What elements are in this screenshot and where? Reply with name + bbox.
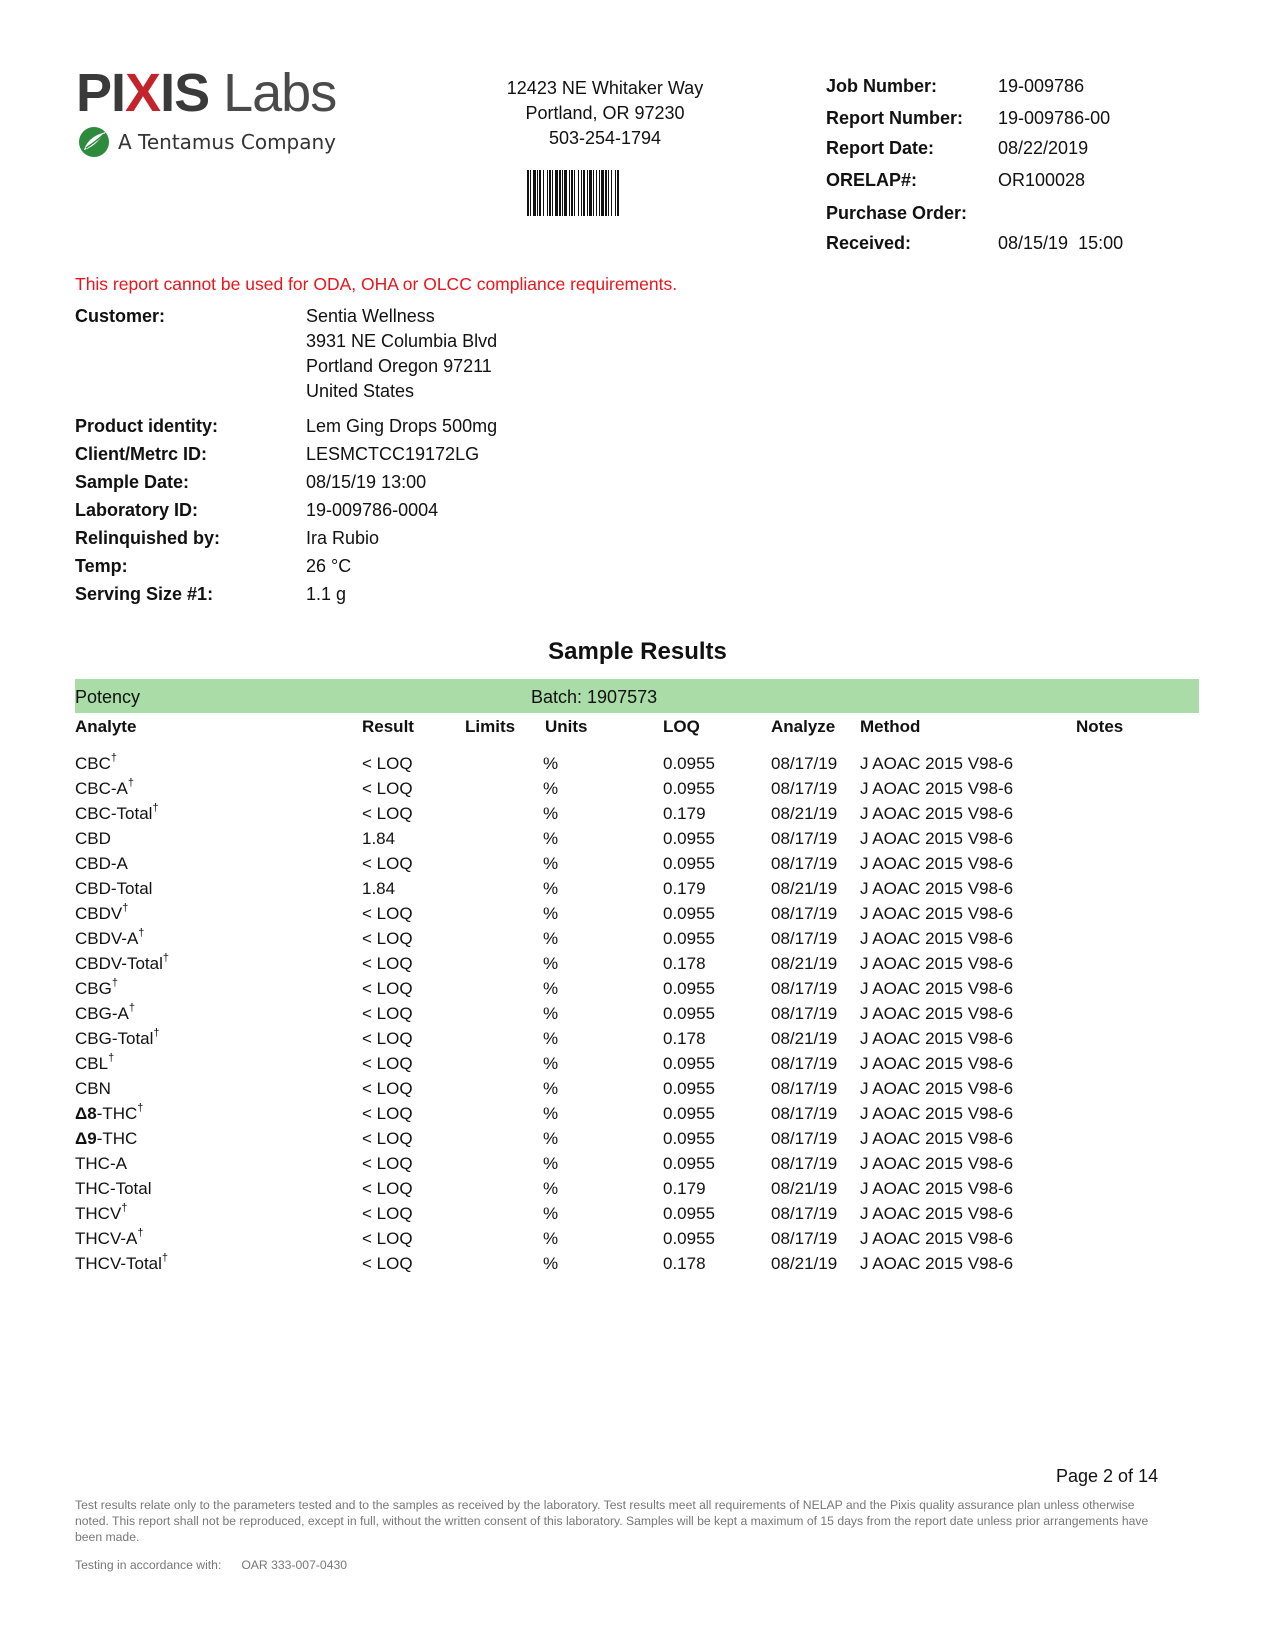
section-label: Potency: [75, 687, 141, 707]
analyte-name: THCV-A: [75, 1229, 138, 1248]
analyze-cell: 08/17/19: [771, 1229, 838, 1248]
report-number-value: 19-009786-00: [998, 108, 1111, 128]
units-cell: %: [543, 954, 559, 973]
barcode-bar: [552, 170, 553, 216]
customer-city: Portland Oregon 97211: [306, 356, 492, 376]
analyte-prefix: Δ8: [75, 1104, 97, 1123]
barcode-bar: [537, 170, 538, 216]
page-number: Page 2 of 14: [1056, 1466, 1159, 1486]
job-number-label: Job Number:: [826, 76, 938, 96]
dagger-mark: †: [152, 802, 159, 814]
analyze-cell: 08/21/19: [771, 1179, 838, 1198]
analyte-name: CBC-Total: [75, 804, 153, 823]
method-cell: J AOAC 2015 V98-6: [860, 1079, 1014, 1098]
header-analyze: Analyze: [771, 717, 836, 736]
analyte-name: CBD-Total: [75, 879, 153, 898]
method-cell: J AOAC 2015 V98-6: [860, 904, 1014, 923]
loq-cell: 0.178: [663, 954, 706, 973]
analyte-name: CBD-A: [75, 854, 128, 873]
table-row: [0, 929, 1275, 954]
analyte-name: CBG-A: [75, 1004, 129, 1023]
analyte-cell: [75, 1129, 137, 1149]
barcode-bar: [539, 170, 541, 216]
table-row: [0, 754, 1275, 779]
units-cell: %: [543, 1029, 559, 1048]
analyte-name: -THC: [96, 1104, 138, 1123]
result-cell: < LOQ: [362, 1004, 413, 1023]
table-row: [0, 1179, 1275, 1204]
barcode-bar: [569, 170, 570, 216]
client-metrc-id-label: Client/Metrc ID:: [75, 444, 208, 464]
temp-value: 26 °C: [306, 556, 352, 576]
units-cell: %: [543, 1004, 559, 1023]
header-loq: LOQ: [663, 717, 700, 736]
units-cell: %: [543, 879, 559, 898]
result-cell: < LOQ: [362, 929, 413, 948]
analyte-name: CBD: [75, 829, 111, 848]
batch-label: Batch: 1907573: [531, 687, 658, 707]
analyze-cell: 08/17/19: [771, 1204, 838, 1223]
loq-cell: 0.179: [663, 879, 706, 898]
barcode-bar: [611, 170, 612, 216]
barcode-bar: [555, 170, 558, 216]
units-cell: %: [543, 779, 559, 798]
analyte-name: CBL: [75, 1054, 109, 1073]
units-cell: %: [543, 929, 559, 948]
method-cell: J AOAC 2015 V98-6: [860, 1179, 1014, 1198]
analyte-cell: [75, 1079, 111, 1099]
result-cell: < LOQ: [362, 1104, 413, 1123]
analyze-cell: 08/17/19: [771, 1129, 838, 1148]
barcode-bar: [533, 170, 536, 216]
purchase-order-label: Purchase Order:: [826, 203, 968, 223]
report-date-label: Report Date:: [826, 138, 935, 158]
barcode-bar: [608, 170, 609, 216]
customer-name: Sentia Wellness: [306, 306, 435, 326]
analyte-name: CBDV-Total: [75, 954, 163, 973]
analyze-cell: 08/21/19: [771, 1254, 838, 1273]
units-cell: %: [543, 754, 559, 773]
method-cell: J AOAC 2015 V98-6: [860, 829, 1014, 848]
units-cell: %: [543, 804, 559, 823]
method-cell: J AOAC 2015 V98-6: [860, 1104, 1014, 1123]
analyte-name: CBG: [75, 979, 112, 998]
loq-cell: 0.0955: [663, 829, 715, 848]
dagger-mark: †: [108, 1052, 115, 1064]
table-row: [0, 954, 1275, 979]
units-cell: %: [543, 904, 559, 923]
analyte-cell: [75, 779, 134, 799]
orelap-value: OR100028: [998, 170, 1086, 190]
customer-country: United States: [306, 381, 415, 401]
method-cell: J AOAC 2015 V98-6: [860, 754, 1014, 773]
customer-street: 3931 NE Columbia Blvd: [306, 331, 498, 351]
loq-cell: 0.0955: [663, 1054, 715, 1073]
method-cell: J AOAC 2015 V98-6: [860, 779, 1014, 798]
product-identity-label: Product identity:: [75, 416, 218, 436]
loq-cell: 0.179: [663, 804, 706, 823]
barcode: [527, 170, 671, 216]
loq-cell: 0.0955: [663, 1004, 715, 1023]
analyte-cell: [75, 1179, 152, 1199]
barcode-bar: [615, 170, 616, 216]
orelap-label: ORELAP#:: [826, 170, 918, 190]
loq-cell: 0.0955: [663, 979, 715, 998]
laboratory-id-value: 19-009786-0004: [306, 500, 439, 520]
method-cell: J AOAC 2015 V98-6: [860, 854, 1014, 873]
result-cell: < LOQ: [362, 779, 413, 798]
loq-cell: 0.0955: [663, 1229, 715, 1248]
units-cell: %: [543, 1129, 559, 1148]
loq-cell: 0.0955: [663, 904, 715, 923]
table-row: [0, 1154, 1275, 1179]
method-cell: J AOAC 2015 V98-6: [860, 879, 1014, 898]
tentamus-leaf-icon: [76, 124, 112, 160]
header-units: Units: [545, 717, 588, 736]
dagger-mark: †: [162, 952, 169, 964]
loq-cell: 0.0955: [663, 854, 715, 873]
table-row: [0, 1104, 1275, 1129]
analyte-cell: [75, 929, 144, 949]
loq-cell: 0.0955: [663, 754, 715, 773]
analyte-cell: [75, 1229, 143, 1249]
serving-size-value: 1.1 g: [306, 584, 347, 604]
method-cell: J AOAC 2015 V98-6: [860, 954, 1014, 973]
testing-accordance: [75, 1558, 347, 1572]
analyte-cell: [75, 829, 111, 849]
header-method: Method: [860, 717, 921, 736]
result-cell: < LOQ: [362, 904, 413, 923]
result-cell: < LOQ: [362, 979, 413, 998]
analyte-cell: [75, 1204, 127, 1224]
laboratory-id-label: Laboratory ID:: [75, 500, 199, 520]
analyte-name: CBG-Total: [75, 1029, 154, 1048]
table-row: [0, 1079, 1275, 1104]
units-cell: %: [543, 1229, 559, 1248]
loq-cell: 0.0955: [663, 1204, 715, 1223]
analyze-cell: 08/17/19: [771, 1104, 838, 1123]
table-row: [0, 854, 1275, 879]
units-cell: %: [543, 1254, 559, 1273]
table-row: [0, 1229, 1275, 1254]
received-value: 08/15/19 15:00: [998, 233, 1124, 253]
method-cell: J AOAC 2015 V98-6: [860, 1004, 1014, 1023]
loq-cell: 0.178: [663, 1254, 706, 1273]
compliance-warning: This report cannot be used for ODA, OHA or OLCC compliance requirements.: [75, 274, 678, 294]
address-phone: 503-254-1794: [548, 128, 662, 148]
result-cell: < LOQ: [362, 954, 413, 973]
barcode-bar: [527, 170, 529, 216]
analyze-cell: 08/17/19: [771, 1079, 838, 1098]
result-cell: < LOQ: [362, 1254, 413, 1273]
potency-band: [75, 679, 1199, 713]
analyze-cell: 08/17/19: [771, 904, 838, 923]
method-cell: J AOAC 2015 V98-6: [860, 1204, 1014, 1223]
loq-cell: 0.0955: [663, 1129, 715, 1148]
units-cell: %: [543, 1104, 559, 1123]
analyte-name: CBN: [75, 1079, 111, 1098]
analyte-cell: [75, 1054, 114, 1074]
barcode-bar: [574, 170, 575, 216]
product-identity-value: Lem Ging Drops 500mg: [306, 416, 498, 436]
header-result: Result: [362, 717, 414, 736]
loq-cell: 0.0955: [663, 1154, 715, 1173]
units-cell: %: [543, 1079, 559, 1098]
analyze-cell: 08/21/19: [771, 1029, 838, 1048]
dagger-mark: †: [122, 902, 129, 914]
analyte-cell: [75, 1254, 168, 1274]
barcode-bar: [593, 170, 594, 216]
analyte-cell: [75, 754, 117, 774]
relinquished-by-value: Ira Rubio: [306, 528, 380, 548]
lab-address: [460, 76, 750, 151]
analyze-cell: 08/17/19: [771, 854, 838, 873]
analyte-cell: [75, 1029, 160, 1049]
analyte-cell: [75, 1004, 135, 1024]
analyte-name: CBDV: [75, 904, 123, 923]
result-cell: 1.84: [362, 879, 396, 898]
analyte-cell: [75, 804, 159, 824]
units-cell: %: [543, 1154, 559, 1173]
units-cell: %: [543, 1204, 559, 1223]
dagger-mark: †: [121, 1202, 128, 1214]
analyte-name: THC-A: [75, 1154, 127, 1173]
result-cell: < LOQ: [362, 1229, 413, 1248]
barcode-bar: [559, 170, 561, 216]
received-label: Received:: [826, 233, 912, 253]
barcode-bar: [547, 170, 548, 216]
result-cell: < LOQ: [362, 1204, 413, 1223]
barcode-bar: [530, 170, 531, 216]
analyte-cell: [75, 904, 128, 924]
units-cell: %: [543, 854, 559, 873]
result-cell: < LOQ: [362, 1154, 413, 1173]
serving-size-label: Serving Size #1:: [75, 584, 214, 604]
dagger-mark: †: [161, 1252, 169, 1264]
logo-wordmark: PIXIS Labs: [76, 63, 337, 123]
table-row: [0, 1054, 1275, 1079]
units-cell: %: [543, 1054, 559, 1073]
result-cell: < LOQ: [362, 754, 413, 773]
barcode-bar: [599, 170, 600, 216]
units-cell: %: [543, 1179, 559, 1198]
analyze-cell: 08/17/19: [771, 829, 838, 848]
results-table-body: [0, 754, 1275, 1279]
relinquished-by-label: Relinquished by:: [75, 528, 221, 548]
analyze-cell: 08/17/19: [771, 754, 838, 773]
dagger-mark: †: [153, 1027, 160, 1039]
analyte-name: CBC: [75, 754, 111, 773]
analyte-name: -THC: [96, 1129, 138, 1148]
barcode-bar: [587, 170, 588, 216]
table-row: [0, 979, 1275, 1004]
table-row: [0, 879, 1275, 904]
dagger-mark: †: [137, 1227, 144, 1239]
barcode-bar: [543, 170, 544, 216]
table-row: [0, 779, 1275, 804]
result-cell: < LOQ: [362, 804, 413, 823]
analyze-cell: 08/17/19: [771, 1004, 838, 1023]
barcode-bar: [605, 170, 607, 216]
method-cell: J AOAC 2015 V98-6: [860, 979, 1014, 998]
barcode-bar: [601, 170, 604, 216]
testing-value: OAR 333-007-0430: [241, 1558, 348, 1572]
result-cell: < LOQ: [362, 1179, 413, 1198]
analyte-name: CBDV-A: [75, 929, 139, 948]
table-row: [0, 1129, 1275, 1154]
analyze-cell: 08/17/19: [771, 779, 838, 798]
barcode-bar: [596, 170, 597, 216]
testing-label: Testing in accordance with:: [75, 1558, 222, 1572]
sample-date-value: 08/15/19 13:00: [306, 472, 427, 492]
barcode-bar: [564, 170, 567, 216]
method-cell: J AOAC 2015 V98-6: [860, 929, 1014, 948]
method-cell: J AOAC 2015 V98-6: [860, 1129, 1014, 1148]
logo-tagline: A Tentamus Company: [118, 130, 337, 154]
method-cell: J AOAC 2015 V98-6: [860, 804, 1014, 823]
analyte-cell: [75, 879, 152, 899]
analyte-name: CBC-A: [75, 779, 128, 798]
barcode-bar: [571, 170, 573, 216]
result-cell: < LOQ: [362, 1129, 413, 1148]
analyte-name: THCV-Total: [75, 1254, 162, 1273]
dagger-mark: †: [138, 927, 145, 939]
result-cell: < LOQ: [362, 854, 413, 873]
temp-label: Temp:: [75, 556, 128, 576]
method-cell: J AOAC 2015 V98-6: [860, 1029, 1014, 1048]
header-notes: Notes: [1076, 717, 1124, 736]
analyze-cell: 08/17/19: [771, 1154, 838, 1173]
barcode-bar: [549, 170, 551, 216]
result-cell: 1.84: [362, 829, 396, 848]
barcode-bar: [581, 170, 582, 216]
table-row: [0, 1204, 1275, 1229]
report-date-value: 08/22/2019: [998, 138, 1089, 158]
table-row: [0, 1029, 1275, 1054]
report-number-label: Report Number:: [826, 108, 964, 128]
loq-cell: 0.0955: [663, 779, 715, 798]
analyze-cell: 08/17/19: [771, 979, 838, 998]
analyte-cell: [75, 1154, 127, 1174]
customer-label: Customer:: [75, 306, 166, 326]
table-row: [0, 829, 1275, 854]
dagger-mark: †: [127, 777, 135, 789]
table-row: [0, 1254, 1275, 1279]
table-row: [0, 904, 1275, 929]
job-number-value: 19-009786: [998, 76, 1085, 96]
header-analyte: Analyte: [75, 717, 137, 736]
loq-cell: 0.178: [663, 1029, 706, 1048]
header-limits: Limits: [465, 717, 516, 736]
analyte-name: THCV: [75, 1204, 122, 1223]
loq-cell: 0.0955: [663, 1079, 715, 1098]
dagger-mark: †: [128, 1002, 135, 1014]
table-row: [0, 1004, 1275, 1029]
analyze-cell: 08/21/19: [771, 804, 838, 823]
dagger-mark: †: [111, 977, 118, 989]
address-street: 12423 NE Whitaker Way: [506, 78, 704, 98]
analyte-cell: [75, 979, 118, 999]
analyte-cell: [75, 1104, 143, 1124]
dagger-mark: †: [110, 752, 118, 764]
method-cell: J AOAC 2015 V98-6: [860, 1254, 1014, 1273]
company-logo: [76, 63, 376, 166]
analyte-cell: [75, 954, 169, 974]
barcode-bar: [562, 170, 563, 216]
units-cell: %: [543, 829, 559, 848]
analyze-cell: 08/21/19: [771, 879, 838, 898]
analyze-cell: 08/17/19: [771, 929, 838, 948]
result-cell: < LOQ: [362, 1029, 413, 1048]
disclaimer: Test results relate only to the parameters tested and to the samples as received by the laboratory. Test results meet all requirements of NELAP and the Pixis quality assurance plan unless otherwise noted. This report shall not be reproduced, except in full, without the written consent of this laboratory. Samples will be kept a maximum of 15 days from the report date unless prior arrangements have been made.: [75, 1498, 1149, 1544]
analyze-cell: 08/21/19: [771, 954, 838, 973]
method-cell: J AOAC 2015 V98-6: [860, 1054, 1014, 1073]
loq-cell: 0.0955: [663, 929, 715, 948]
barcode-bar: [583, 170, 585, 216]
method-cell: J AOAC 2015 V98-6: [860, 1154, 1014, 1173]
sample-results-title: Sample Results: [548, 638, 727, 665]
result-cell: < LOQ: [362, 1079, 413, 1098]
table-row: [0, 804, 1275, 829]
units-cell: %: [543, 979, 559, 998]
dagger-mark: †: [137, 1102, 144, 1114]
analyte-cell: [75, 854, 128, 874]
client-metrc-id-value: LESMCTCC19172LG: [306, 444, 480, 464]
sample-date-label: Sample Date:: [75, 472, 190, 492]
loq-cell: 0.179: [663, 1179, 706, 1198]
loq-cell: 0.0955: [663, 1104, 715, 1123]
address-city: Portland, OR 97230: [525, 103, 685, 123]
analyte-prefix: Δ9: [75, 1129, 97, 1148]
barcode-bar: [617, 170, 619, 216]
barcode-bar: [578, 170, 579, 216]
method-cell: J AOAC 2015 V98-6: [860, 1229, 1014, 1248]
result-cell: < LOQ: [362, 1054, 413, 1073]
barcode-bar: [589, 170, 592, 216]
analyte-name: THC-Total: [75, 1179, 152, 1198]
analyze-cell: 08/17/19: [771, 1054, 838, 1073]
